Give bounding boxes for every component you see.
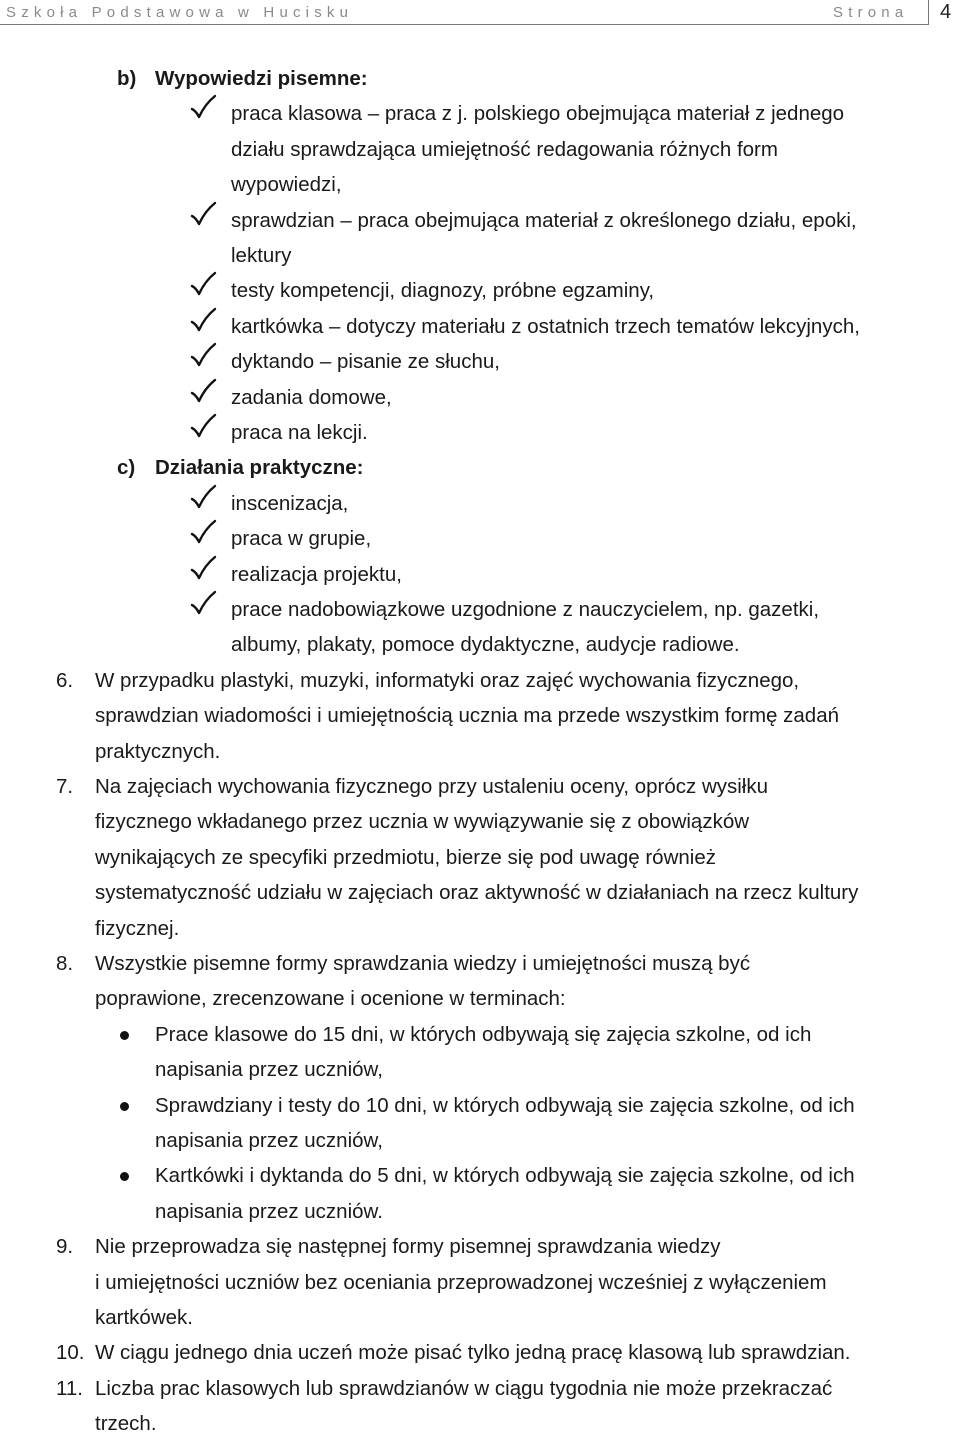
point-text: W ciągu jednego dnia uczeń może pisać tylko jedną pracę klasową lub sprawdzian. [95,1341,851,1365]
checklist-item: dyktando – pisanie ze słuchu, [231,350,500,374]
checkmark-icon [188,412,218,442]
point-text: poprawione, zrecenzowane i ocenione w terminach: [95,987,566,1011]
checkmark-icon [188,483,218,513]
checklist-item: sprawdzian – praca obejmująca materiał z określonego działu, epoki, [231,208,857,232]
point-number: 9. [56,1235,74,1259]
bullet-item: Kartkówki i dyktanda do 5 dni, w których odbywają sie zajęcia szkolne, od ich [155,1164,855,1188]
point-text: W przypadku plastyki, muzyki, informatyki oraz zajęć wychowania fizycznego, [95,668,800,692]
bullet-item: Prace klasowe do 15 dni, w których odbywają się zajęcia szkolne, od ich [155,1022,812,1046]
section-c-title: Działania praktyczne: [155,456,364,480]
checkmark-icon [188,377,218,407]
checkmark-icon [188,200,218,230]
header-page-label: Strona [833,4,909,21]
checklist-item: wypowiedzi, [231,173,342,197]
checklist-item: lektury [231,244,292,267]
checklist-item: działu sprawdzająca umiejętność redagowania różnych form [231,137,778,161]
page-header [0,0,960,26]
checklist-item: realizacja projektu, [231,562,402,586]
bullet-icon [120,1102,129,1111]
point-number: 8. [56,952,74,975]
checklist-item: prace nadobowiązkowe uzgodnione z nauczycielem, np. gazetki, [231,598,820,621]
bullet-icon [120,1031,129,1040]
point-text: kartkówek. [95,1306,193,1329]
header-rule [0,24,929,25]
point-text: trzech. [95,1412,157,1436]
bullet-icon [120,1172,129,1181]
checkmark-icon [188,306,218,336]
checklist-item: inscenizacja, [231,491,349,515]
point-text: Wszystkie pisemne formy sprawdzania wiedzy i umiejętności muszą być [95,952,751,975]
point-text: wynikających ze specyfiki przedmiotu, bierze się pod uwagę również [95,845,716,869]
point-number: 6. [56,668,74,692]
checkmark-icon [188,93,218,123]
point-text: i umiejętności uczniów bez oceniania przeprowadzonej wcześniej z wyłączeniem [95,1270,827,1294]
header-divider [928,0,929,24]
section-c-label: c) [117,456,136,480]
bullet-item: Sprawdziany i testy do 10 dni, w których odbywają sie zajęcia szkolne, od ich [155,1093,855,1117]
point-number: 10. [56,1341,85,1365]
header-school-name: Szkoła Podstawowa w Hucisku [6,4,354,21]
checklist-item: zadania domowe, [231,385,392,409]
point-text: Nie przeprowadza się następnej formy pisemnej sprawdzania wiedzy [95,1235,721,1259]
bullet-item: napisania przez uczniów, [155,1058,383,1082]
checklist-item: testy kompetencji, diagnozy, próbne egzaminy, [231,279,655,303]
point-text: systematyczność udziału w zajęciach oraz aktywność w działaniach na rzecz kultury [95,881,859,905]
checklist-item: albumy, plakaty, pomoce dydaktyczne, audycje radiowe. [231,633,740,657]
section-b-title: Wypowiedzi pisemne: [155,67,368,90]
checklist-item: kartkówka – dotyczy materiału z ostatnich trzech tematów lekcyjnych, [231,314,860,338]
point-text: praktycznych. [95,739,221,763]
point-number: 7. [56,775,74,798]
checkmark-icon [188,270,218,300]
header-page-number: 4 [940,1,952,23]
checkmark-icon [188,554,218,584]
checklist-item: praca na lekcji. [231,421,368,444]
point-text: fizycznego wkładanego przez ucznia w wywiązywanie się z obowiązków [95,810,750,834]
point-text: Liczba prac klasowych lub sprawdzianów w ciągu tygodnia nie może przekraczać [95,1376,833,1400]
point-text: fizycznej. [95,916,180,940]
checkmark-icon [188,341,218,371]
checklist-item: praca w grupie, [231,527,372,551]
bullet-item: napisania przez uczniów. [155,1199,383,1223]
point-text: sprawdzian wiadomości i umiejętnością ucznia ma przede wszystkim formę zadań [95,704,839,728]
section-b-label: b) [117,67,137,90]
bullet-item: napisania przez uczniów, [155,1129,383,1152]
point-text: Na zajęciach wychowania fizycznego przy ustaleniu oceny, oprócz wysiłku [95,775,769,798]
checkmark-icon [188,589,218,619]
checklist-item: praca klasowa – praca z j. polskiego obejmująca materiał z jednego [231,102,845,126]
checkmark-icon [188,518,218,548]
point-number: 11. [56,1376,83,1400]
